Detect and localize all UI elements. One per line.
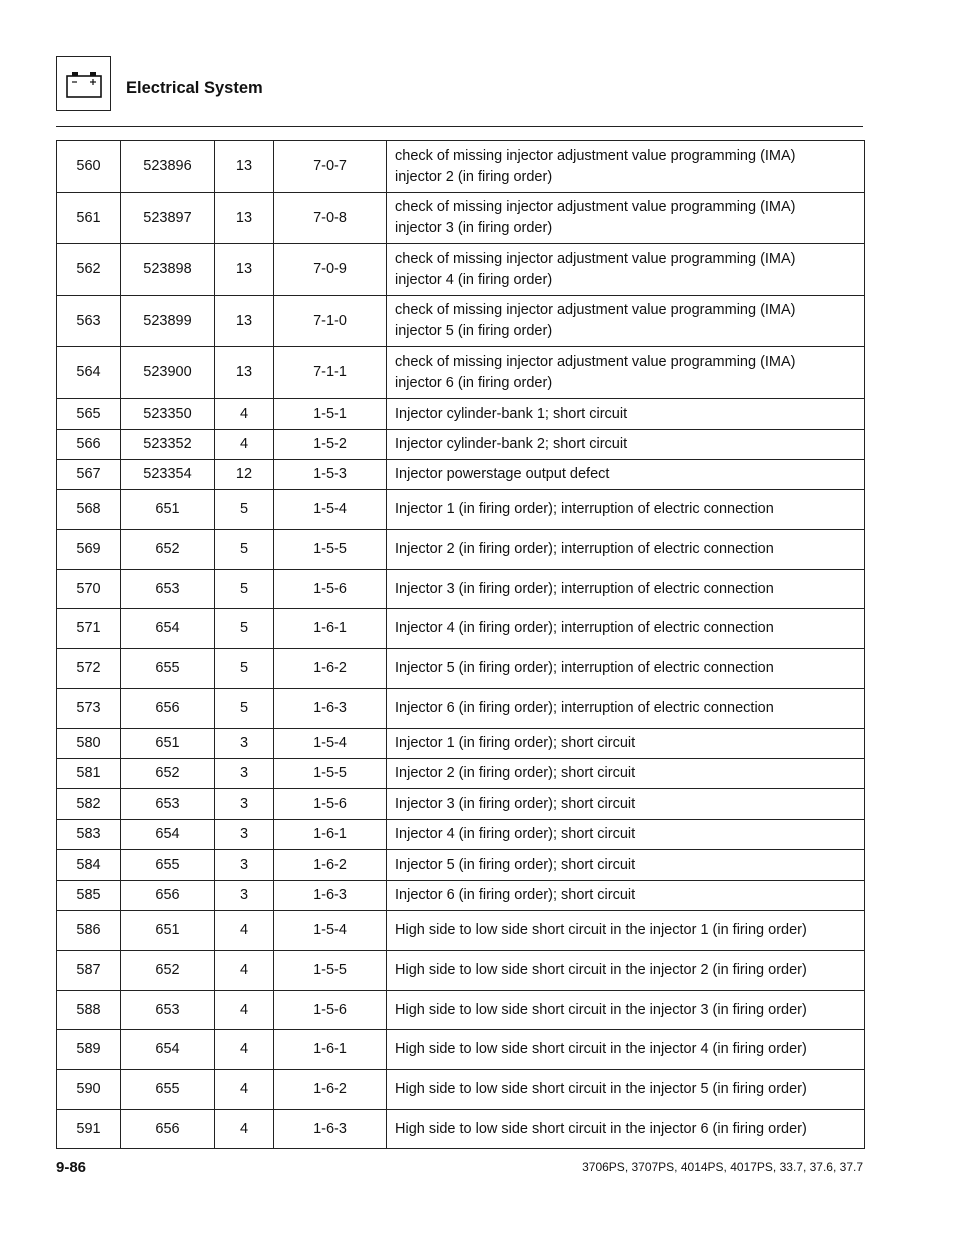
- table-cell-col1: 570: [57, 570, 121, 609]
- table-cell-col4: 1-6-3: [274, 689, 387, 729]
- table-cell-col4: 1-6-3: [274, 881, 387, 911]
- table-cell-col4: 1-5-5: [274, 951, 387, 991]
- description-line: check of missing injector adjustment value programming (IMA): [395, 147, 796, 164]
- table-row: [57, 570, 865, 609]
- table-row: [57, 193, 865, 244]
- table-cell-col1: 583: [57, 820, 121, 850]
- table-cell-col1: 572: [57, 649, 121, 689]
- table-cell-col4: 7-0-7: [274, 141, 387, 193]
- table-row: [57, 951, 865, 991]
- table-row: [57, 911, 865, 951]
- table-row: [57, 530, 865, 570]
- table-cell-col3: 4: [215, 951, 274, 991]
- table-cell-col2: 656: [121, 689, 215, 729]
- table-row: [57, 1030, 865, 1070]
- table-cell-col2: 654: [121, 609, 215, 649]
- table-cell-description: [387, 759, 865, 789]
- table-cell-col4: 1-5-5: [274, 759, 387, 789]
- table-row: [57, 347, 865, 399]
- table-cell-description: [387, 570, 865, 609]
- table-row: [57, 789, 865, 820]
- table-cell-col3: 3: [215, 789, 274, 820]
- table-cell-col2: 523352: [121, 430, 215, 460]
- table-row: [57, 399, 865, 430]
- table-row: [57, 1070, 865, 1110]
- table-cell-col4: 7-1-0: [274, 296, 387, 347]
- table-cell-description: [387, 296, 865, 347]
- table-cell-col1: 566: [57, 430, 121, 460]
- table-cell-description: [387, 789, 865, 820]
- table-cell-col2: 654: [121, 820, 215, 850]
- description-line: check of missing injector adjustment value programming (IMA): [395, 250, 796, 267]
- table-row: [57, 689, 865, 729]
- description-line: Injector 6 (in firing order); short circuit: [395, 887, 636, 903]
- table-cell-col3: 12: [215, 460, 274, 490]
- table-cell-col2: 653: [121, 991, 215, 1030]
- table-cell-col2: 656: [121, 881, 215, 911]
- description-line: check of missing injector adjustment value programming (IMA): [395, 302, 796, 318]
- table-cell-col4: 7-1-1: [274, 347, 387, 399]
- description-line: High side to low side short circuit in the injector 1 (in firing order): [395, 922, 807, 938]
- table-row: [57, 991, 865, 1030]
- table-cell-col4: 1-6-1: [274, 609, 387, 649]
- table-cell-col1: 568: [57, 490, 121, 530]
- table-cell-col2: 523898: [121, 244, 215, 296]
- description-line: Injector cylinder-bank 1; short circuit: [395, 405, 628, 422]
- table-cell-col4: 1-5-4: [274, 490, 387, 530]
- table-cell-col1: 590: [57, 1070, 121, 1110]
- table-cell-description: [387, 141, 865, 193]
- table-cell-col1: 567: [57, 460, 121, 490]
- table-cell-col2: 653: [121, 570, 215, 609]
- table-cell-col2: 653: [121, 789, 215, 820]
- table-row: [57, 820, 865, 850]
- table-cell-description: [387, 1110, 865, 1149]
- table-cell-col2: 655: [121, 850, 215, 881]
- table-cell-col2: 523354: [121, 460, 215, 490]
- description-line: High side to low side short circuit in the injector 2 (in firing order): [395, 962, 807, 978]
- table-row: [57, 460, 865, 490]
- table-cell-description: [387, 460, 865, 490]
- table-cell-col1: 584: [57, 850, 121, 881]
- table-cell-col2: 652: [121, 951, 215, 991]
- table-cell-col3: 4: [215, 399, 274, 430]
- table-cell-col4: 1-6-2: [274, 649, 387, 689]
- model-list: 3706PS, 3707PS, 4014PS, 4017PS, 33.7, 37.6, 37.7: [582, 1160, 863, 1174]
- description-line: check of missing injector adjustment value programming (IMA): [395, 199, 796, 215]
- description-line: Injector 4 (in firing order); short circuit: [395, 826, 636, 842]
- table-cell-col1: 569: [57, 530, 121, 570]
- table-cell-col3: 4: [215, 430, 274, 460]
- table-cell-description: [387, 1030, 865, 1070]
- table-row: [57, 881, 865, 911]
- table-cell-col1: 580: [57, 729, 121, 759]
- table-cell-description: [387, 649, 865, 689]
- table-cell-col4: 1-6-3: [274, 1110, 387, 1149]
- table-cell-description: [387, 244, 865, 296]
- table-cell-col3: 5: [215, 490, 274, 530]
- description-line: Injector 1 (in firing order); interruption of electric connection: [395, 501, 774, 517]
- table-cell-col1: 587: [57, 951, 121, 991]
- table-cell-col3: 13: [215, 347, 274, 399]
- fault-code-table: [56, 140, 865, 1149]
- table-cell-col4: 1-5-4: [274, 729, 387, 759]
- description-line: Injector 5 (in firing order); interruption of electric connection: [395, 660, 774, 676]
- table-cell-col1: 588: [57, 991, 121, 1030]
- table-cell-col3: 3: [215, 729, 274, 759]
- table-cell-description: [387, 991, 865, 1030]
- description-line: Injector 4 (in firing order); interruption of electric connection: [395, 620, 774, 636]
- description-line: Injector 3 (in firing order); interruption of electric connection: [395, 580, 774, 597]
- table-cell-col3: 13: [215, 141, 274, 193]
- table-cell-description: [387, 530, 865, 570]
- table-cell-col3: 5: [215, 649, 274, 689]
- table-cell-col3: 4: [215, 1030, 274, 1070]
- table-cell-col3: 4: [215, 1070, 274, 1110]
- table-cell-col1: 589: [57, 1030, 121, 1070]
- table-cell-col4: 1-5-5: [274, 530, 387, 570]
- table-cell-col3: 5: [215, 530, 274, 570]
- table-cell-col2: 656: [121, 1110, 215, 1149]
- table-cell-col4: 1-5-6: [274, 789, 387, 820]
- table-cell-col4: 7-0-8: [274, 193, 387, 244]
- table-cell-col3: 13: [215, 193, 274, 244]
- description-line: Injector cylinder-bank 2; short circuit: [395, 436, 628, 452]
- table-cell-col3: 5: [215, 689, 274, 729]
- table-row: [57, 649, 865, 689]
- table-cell-col4: 1-6-1: [274, 820, 387, 850]
- table-cell-col2: 523897: [121, 193, 215, 244]
- table-cell-col3: 4: [215, 1110, 274, 1149]
- table-cell-col4: 1-5-6: [274, 991, 387, 1030]
- table-cell-col2: 652: [121, 759, 215, 789]
- table-cell-col4: 1-6-2: [274, 1070, 387, 1110]
- table-cell-col1: 586: [57, 911, 121, 951]
- table-row: [57, 490, 865, 530]
- table-row: [57, 296, 865, 347]
- header-divider: [56, 126, 863, 127]
- table-row: [57, 1110, 865, 1149]
- table-cell-col3: 3: [215, 759, 274, 789]
- description-line: Injector 3 (in firing order); short circuit: [395, 795, 636, 812]
- table-cell-col1: 585: [57, 881, 121, 911]
- table-cell-col1: 560: [57, 141, 121, 193]
- table-cell-col4: 1-6-1: [274, 1030, 387, 1070]
- page-number: 9-86: [56, 1159, 87, 1176]
- description-line: check of missing injector adjustment value programming (IMA): [395, 353, 796, 370]
- table-cell-col2: 655: [121, 649, 215, 689]
- table-cell-col1: 565: [57, 399, 121, 430]
- table-cell-col2: 523896: [121, 141, 215, 193]
- description-line: injector 5 (in firing order): [395, 323, 553, 339]
- description-line: Injector 1 (in firing order); short circuit: [395, 735, 636, 751]
- table-cell-col2: 523899: [121, 296, 215, 347]
- table-cell-col4: 1-5-6: [274, 570, 387, 609]
- table-cell-col1: 571: [57, 609, 121, 649]
- fault-code-table-body: [57, 141, 865, 1149]
- table-cell-col4: 1-6-2: [274, 850, 387, 881]
- table-cell-col4: 1-5-3: [274, 460, 387, 490]
- table-cell-col2: 652: [121, 530, 215, 570]
- section-title: Electrical System: [126, 79, 263, 97]
- table-cell-col3: 13: [215, 296, 274, 347]
- table-cell-description: [387, 1070, 865, 1110]
- table-cell-col3: 5: [215, 609, 274, 649]
- table-cell-description: [387, 689, 865, 729]
- table-cell-col2: 651: [121, 911, 215, 951]
- table-cell-description: [387, 881, 865, 911]
- table-cell-description: [387, 850, 865, 881]
- battery-icon: [66, 70, 102, 98]
- table-cell-description: [387, 399, 865, 430]
- table-cell-col4: 7-0-9: [274, 244, 387, 296]
- table-cell-col1: 562: [57, 244, 121, 296]
- description-line: High side to low side short circuit in the injector 5 (in firing order): [395, 1081, 807, 1097]
- description-line: Injector powerstage output defect: [395, 466, 610, 482]
- table-cell-col2: 655: [121, 1070, 215, 1110]
- description-line: Injector 2 (in firing order); interruption of electric connection: [395, 541, 774, 557]
- table-cell-col2: 651: [121, 490, 215, 530]
- description-line: Injector 2 (in firing order); short circuit: [395, 765, 636, 781]
- table-cell-col3: 3: [215, 820, 274, 850]
- table-cell-description: [387, 347, 865, 399]
- table-cell-col3: 4: [215, 911, 274, 951]
- description-line: injector 6 (in firing order): [395, 374, 553, 391]
- description-line: injector 2 (in firing order): [395, 168, 553, 185]
- table-cell-col1: 591: [57, 1110, 121, 1149]
- table-cell-col2: 654: [121, 1030, 215, 1070]
- table-cell-description: [387, 911, 865, 951]
- description-line: High side to low side short circuit in the injector 3 (in firing order): [395, 1001, 807, 1018]
- table-cell-col3: 13: [215, 244, 274, 296]
- description-line: Injector 5 (in firing order); short circuit: [395, 856, 636, 873]
- table-row: [57, 609, 865, 649]
- table-cell-col3: 3: [215, 850, 274, 881]
- table-cell-col2: 523350: [121, 399, 215, 430]
- table-cell-col2: 523900: [121, 347, 215, 399]
- description-line: injector 4 (in firing order): [395, 271, 553, 288]
- table-cell-description: [387, 729, 865, 759]
- description-line: Injector 6 (in firing order); interruption of electric connection: [395, 700, 774, 716]
- table-row: [57, 729, 865, 759]
- table-cell-description: [387, 193, 865, 244]
- table-cell-col4: 1-5-4: [274, 911, 387, 951]
- table-row: [57, 759, 865, 789]
- description-line: High side to low side short circuit in the injector 4 (in firing order): [395, 1041, 807, 1057]
- section-icon-box: [56, 56, 111, 111]
- table-cell-col1: 563: [57, 296, 121, 347]
- description-line: High side to low side short circuit in the injector 6 (in firing order): [395, 1120, 807, 1137]
- table-cell-col4: 1-5-1: [274, 399, 387, 430]
- table-row: [57, 141, 865, 193]
- table-row: [57, 850, 865, 881]
- table-cell-col3: 4: [215, 991, 274, 1030]
- table-row: [57, 244, 865, 296]
- table-cell-col1: 564: [57, 347, 121, 399]
- table-cell-description: [387, 820, 865, 850]
- table-cell-col1: 581: [57, 759, 121, 789]
- table-cell-col4: 1-5-2: [274, 430, 387, 460]
- table-cell-col3: 5: [215, 570, 274, 609]
- table-cell-col2: 651: [121, 729, 215, 759]
- description-line: injector 3 (in firing order): [395, 220, 553, 236]
- table-cell-col1: 561: [57, 193, 121, 244]
- table-cell-description: [387, 951, 865, 991]
- table-cell-col1: 573: [57, 689, 121, 729]
- table-cell-description: [387, 609, 865, 649]
- table-row: [57, 430, 865, 460]
- table-cell-description: [387, 430, 865, 460]
- table-cell-col3: 3: [215, 881, 274, 911]
- table-cell-description: [387, 490, 865, 530]
- table-cell-col1: 582: [57, 789, 121, 820]
